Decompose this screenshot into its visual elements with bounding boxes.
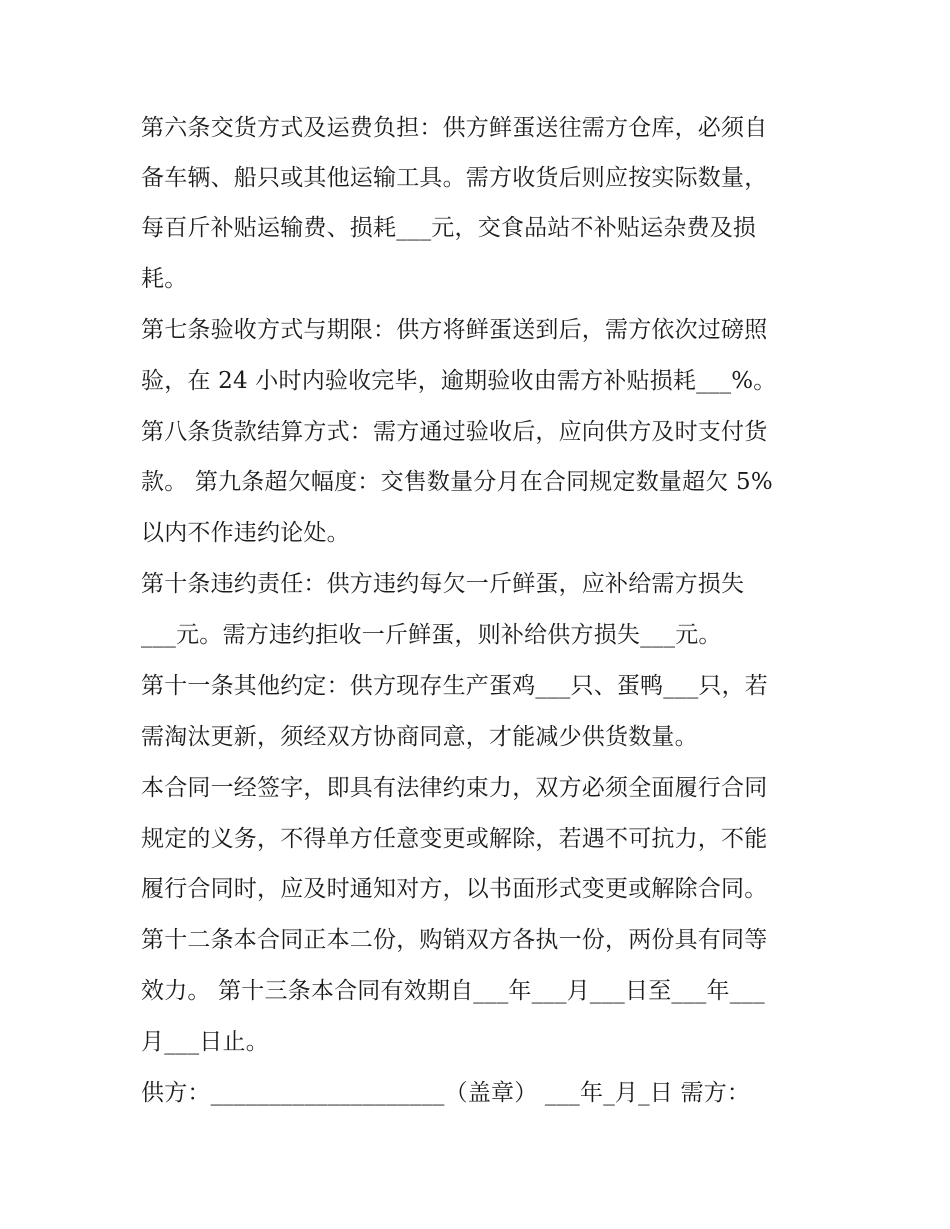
text-line: 履行合同时，应及时通知对方，以书面形式变更或解除合同。 <box>141 876 768 902</box>
text-line: 以内不作违约论处。 <box>141 520 350 546</box>
text-line: 第七条验收方式与期限：供方将鲜蛋送到后，需方依次过磅照 <box>141 317 768 343</box>
text-line: 第六条交货方式及运费负担：供方鲜蛋送往需方仓库，必须自 <box>141 115 768 141</box>
text-line: 第十二条本合同正本二份，购销双方各执一份，两份具有同等 <box>141 927 768 953</box>
text-line: 款。 第九条超欠幅度：交售数量分月在合同规定数量超欠 5% <box>141 469 773 495</box>
text-line: 本合同一经签字，即具有法律约束力，双方必须全面履行合同 <box>141 775 768 801</box>
text-line: 第十条违约责任：供方违约每欠一斤鲜蛋，应补给需方损失 <box>141 571 745 597</box>
text-line: 验，在 24 小时内验收完毕，逾期验收由需方补贴损耗___%。 <box>141 368 777 394</box>
text-line: 第十一条其他约定：供方现存生产蛋鸡___只、蛋鸭___只，若 <box>141 673 768 699</box>
text-line: 效力。 第十三条本合同有效期自___年___月___日至___年___ <box>141 978 765 1004</box>
text-line: 第八条货款结算方式：需方通过验收后，应向供方及时支付货 <box>141 419 768 445</box>
text-line: 规定的义务，不得单方任意变更或解除，若遇不可抗力，不能 <box>141 826 768 852</box>
text-line: 需淘汰更新，须经双方协商同意，才能减少供货数量。 <box>141 724 698 750</box>
text-line: 月___日止。 <box>141 1029 269 1055</box>
text-line: 备车辆、船只或其他运输工具。需方收货后则应按实际数量， <box>141 165 768 191</box>
text-line: ___元。需方违约拒收一斤鲜蛋，则补给供方损失___元。 <box>141 622 722 648</box>
signature-line: 供方：____________________（盖章） ___年_月_日 需方： <box>141 1080 751 1106</box>
text-line: 每百斤补贴运输费、损耗___元，交食品站不补贴运杂费及损 <box>141 215 757 241</box>
text-line: 耗。 <box>141 266 188 292</box>
